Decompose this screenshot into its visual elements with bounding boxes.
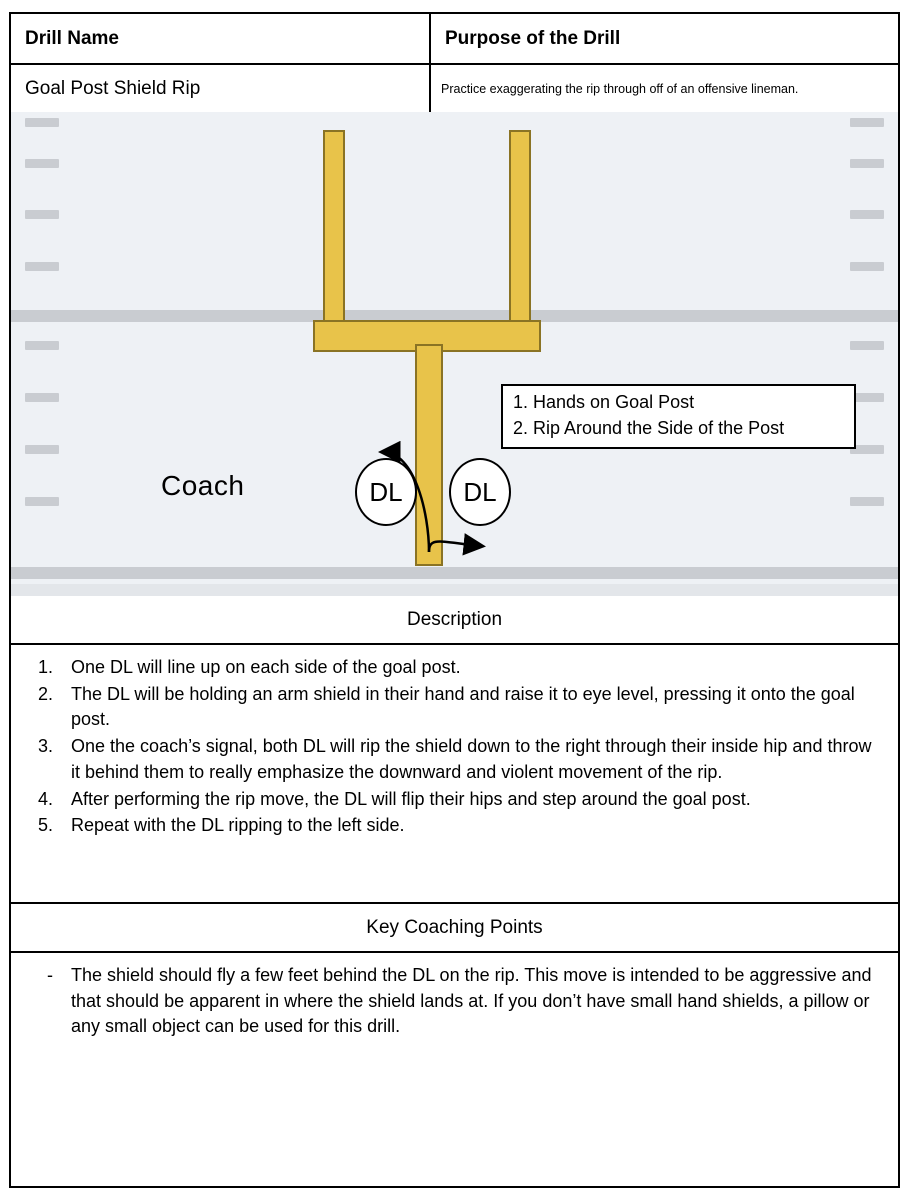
list-item-text: After performing the rip move, the DL will flip their hips and step around the goal post. [71, 788, 751, 809]
drill-name-value: Goal Post Shield Rip [11, 65, 431, 112]
hash-mark [25, 341, 59, 350]
player-dl-right-label: DL [463, 476, 497, 507]
hash-mark [850, 341, 884, 350]
field-yard-band-lower [11, 567, 898, 579]
key-coaching-points-title: Key Coaching Points [11, 904, 898, 953]
description-block [11, 645, 898, 904]
callout-line-1: 1. Hands on Goal Post [513, 392, 695, 412]
diagram-callout [501, 384, 856, 449]
list-item-number: 2. [37, 683, 53, 704]
list-item [21, 682, 882, 733]
header-row-values [11, 65, 898, 112]
list-item-text: One the coach’s signal, both DL will rip the shield down to the right through their inside hip and throw it behind them to really emphasize the downward and violent movement of the rip. [71, 736, 872, 782]
drill-card-sheet [9, 12, 900, 1188]
field-yard-band-bottom [11, 584, 898, 596]
list-item-text: The DL will be holding an arm shield in their hand and raise it to eye level, pressing it onto the goal post. [71, 683, 855, 730]
hash-mark [25, 210, 59, 219]
player-dl-right [449, 458, 511, 526]
list-item-text: Repeat with the DL ripping to the left side. [71, 815, 405, 836]
hash-mark [25, 159, 59, 168]
hash-mark [25, 118, 59, 127]
key-coaching-points-block [11, 953, 898, 1186]
drill-purpose-value: Practice exaggerating the rip through off of an offensive lineman. [441, 81, 799, 96]
list-item [21, 734, 882, 785]
hash-mark [25, 393, 59, 402]
list-item-number: 4. [37, 788, 53, 809]
description-title: Description [11, 596, 898, 645]
field-diagram [11, 112, 898, 598]
key-coaching-points-list [21, 963, 882, 1040]
player-dl-left [355, 458, 417, 526]
header-row-labels [11, 14, 898, 65]
drill-purpose-header: Purpose of the Drill [431, 14, 898, 65]
drill-header-table [11, 14, 898, 112]
list-item [21, 813, 882, 839]
coach-label: Coach [161, 470, 245, 501]
list-item-text: The shield should fly a few feet behind the DL on the rip. This move is intended to be aggressive and that should be apparent in where the shield lands at. If you don’t have small hand shields, a pillow or any small object can be used for this drill. [71, 965, 872, 1037]
motion-arrows [11, 112, 898, 596]
list-item-number: 3. [37, 736, 53, 757]
list-item [21, 655, 882, 681]
drill-name-header: Drill Name [11, 14, 431, 65]
list-item-number: 5. [37, 815, 53, 836]
hash-mark [25, 262, 59, 271]
list-item [21, 963, 882, 1040]
hash-mark [25, 445, 59, 454]
description-list [21, 655, 882, 839]
callout-line-2: 2. Rip Around the Side of the Post [513, 417, 785, 438]
goal-post-stem [415, 344, 443, 566]
hash-mark [850, 118, 884, 127]
list-item-number: 1. [37, 657, 53, 677]
goal-post-upright-right [509, 130, 531, 330]
list-item-text: One DL will line up on each side of the goal post. [71, 657, 461, 677]
hash-mark [850, 159, 884, 168]
hash-mark [850, 497, 884, 506]
hash-mark [25, 497, 59, 506]
goal-post-upright-left [323, 130, 345, 330]
hash-mark [850, 262, 884, 271]
list-item-bullet: - [47, 965, 53, 985]
hash-mark [850, 210, 884, 219]
player-dl-left-label: DL [369, 476, 403, 507]
list-item [21, 787, 882, 813]
